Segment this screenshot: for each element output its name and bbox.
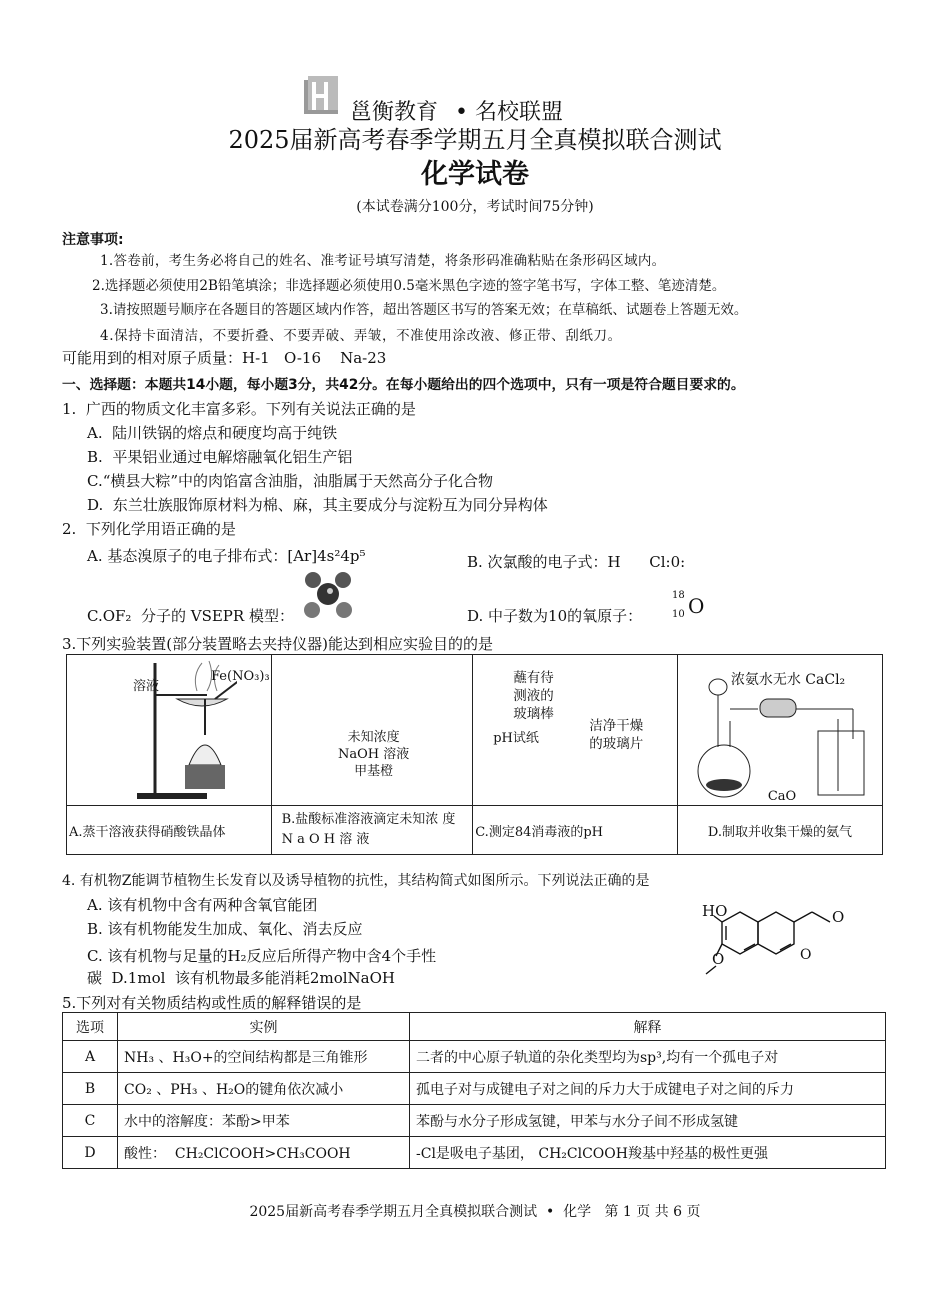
cell-c-label-6: 的玻璃片 [589, 736, 644, 752]
cell-d-label-1: 浓氨水无水 CaCl₂ [730, 672, 846, 688]
notice-heading: 注意事项: [62, 232, 124, 248]
row-c-example: 水中的溶解度：苯酚>甲苯 [118, 1105, 410, 1137]
q3-cell-c [473, 655, 678, 806]
org-line: 邕衡教育 • 名校联盟 [350, 100, 564, 125]
q2-option-a: A. 基态溴原子的电子排布式：[Ar]4s²4p⁵ [87, 547, 366, 565]
q3-caption-a: A.蒸干溶液获得硝酸铁晶体 [67, 806, 272, 855]
atomic-mass-line: 可能用到的相对原子质量：H-1 O-16 Na-23 [62, 349, 387, 367]
q3-caption-c: C.测定84消毒液的pH [473, 806, 678, 855]
header-explanation: 解释 [410, 1013, 886, 1041]
structure-label-o-methoxy: O [712, 950, 725, 968]
notice-item-4: 4.保持卡面清洁，不要折叠、不要弄破、弄皱，不准使用涂改液、修正带、刮纸刀。 [100, 328, 622, 344]
table-row [63, 1073, 886, 1105]
q2-option-c: C.OF₂ 分子的 VSEPR 模型： [87, 607, 294, 625]
q2-option-d: D. 中子数为10的氧原子： [467, 607, 643, 625]
structure-label-o-ring: O [800, 947, 812, 963]
q3-caption-d: D.制取并收集干燥的氨气 [677, 806, 882, 855]
row-b-explanation: 孤电子对与成键电子对之间的斥力大于成键电子对之间的斥力 [410, 1073, 886, 1105]
q3-apparatus-table [66, 654, 883, 855]
notice-item-3: 3.请按照题号顺序在各题目的答题区域内作答，超出答题区书写的答案无效；在草稿纸、试题卷上答题无效。 [100, 302, 748, 318]
table-header-row [63, 1013, 886, 1041]
q3-stem: 3.下列实验装置(部分装置略去夹持仪器)能达到相应实验目的的是 [62, 635, 494, 653]
row-d-explanation: -Cl是吸电子基团， CH₂ClCOOH羧基中羟基的极性更强 [410, 1137, 886, 1169]
q2-option-b: B. 次氯酸的电子式：H Cl:0: [467, 553, 686, 571]
subtitle: (本试卷满分100分，考试时间75分钟) [356, 199, 594, 215]
structure-label-o-carbonyl: O [832, 908, 845, 926]
isotope-mass-number: 18 [672, 590, 685, 601]
q1-option-c: C.“横县大粽”中的肉馅富含油脂，油脂属于天然高分子化合物 [87, 472, 494, 490]
q1-option-a: A. 陆川铁锅的熔点和硬度均高于纯铁 [87, 424, 338, 442]
q3-cell-d [677, 655, 882, 806]
alliance-name: 名校联盟 [475, 100, 564, 125]
notice-item-1: 1.答卷前，考生务必将自己的姓名、准考证号填写清楚，将条形码准确粘贴在条形码区域内。 [100, 253, 666, 269]
cell-c-label-1: 蘸有待 [513, 670, 554, 686]
q1-option-b: B. 平果铝业通过电解熔融氧化铝生产铝 [87, 448, 353, 466]
isotope-atomic-number: 10 [672, 609, 685, 620]
cell-a-label-reagent: Fe(NO₃)₃ [211, 669, 270, 684]
table-row [63, 1137, 886, 1169]
structure-label-ho: HO [702, 902, 728, 920]
q5-stem: 5.下列对有关物质结构或性质的解释错误的是 [62, 994, 362, 1012]
cell-c-label-5: 洁净干燥 [589, 718, 644, 734]
q4-option-a: A. 该有机物中含有两种含氧官能团 [87, 896, 318, 914]
row-d-example: 酸性： CH₂ClCOOH>CH₃COOH [118, 1137, 410, 1169]
table-row [63, 1105, 886, 1137]
cell-b-label-1: 未知浓度 [347, 730, 400, 745]
q5-table [62, 1012, 886, 1169]
header-example: 实例 [118, 1013, 410, 1041]
q4-option-c: C. 该有机物与足量的H₂反应后所得产物中含4个手性 [87, 947, 437, 965]
section-1-heading: 一、选择题：本题共14小题，每小题3分，共42分。在每小题给出的四个选项中，只有一项是符合题目要求的。 [62, 377, 745, 393]
q4-option-b: B. 该有机物能发生加成、氧化、消去反应 [87, 920, 363, 938]
notice-item-2: 2.选择题必须使用2B铅笔填涂；非选择题必须使用0.5毫米黑色字迹的签字笔书写，字体工整、笔迹清楚。 [92, 278, 726, 294]
q4-stem: 4. 有机物Z能调节植物生长发育以及诱导植物的抗性，其结构简式如图所示。下列说法正确的是 [62, 873, 650, 889]
q2-stem: 2. 下列化学用语正确的是 [62, 520, 236, 538]
exam-title: 2025届新高考春季学期五月全真模拟联合测试 [228, 126, 722, 154]
cell-d-label-cao: CaO [767, 789, 797, 804]
row-c-explanation: 苯酚与水分子形成氢键，甲苯与水分子间不形成氢键 [410, 1105, 886, 1137]
q1-stem: 1. 广西的物质文化丰富多彩。下列有关说法正确的是 [62, 400, 416, 418]
q3-cell-b [271, 655, 473, 806]
row-d-option: D [63, 1137, 118, 1169]
row-a-explanation: 二者的中心原子轨道的杂化类型均为sp³,均有一个孤电子对 [410, 1041, 886, 1073]
q3-caption-b: B.盐酸标准溶液滴定未知浓 度 N a O H 溶 液 [271, 806, 473, 855]
header-option: 选项 [63, 1013, 118, 1041]
vsepr-model-image [300, 568, 356, 620]
cell-c-label-2: 测液的 [513, 688, 554, 704]
cell-c-label-3: 玻璃棒 [513, 706, 554, 722]
row-b-option: B [63, 1073, 118, 1105]
row-a-example: NH₃ 、H₃O+的空间结构都是三角锥形 [118, 1041, 410, 1073]
subject-title: 化学试卷 [421, 159, 529, 190]
page-footer: 2025届新高考春季学期五月全真模拟联合测试 • 化学 第 1 页 共 6 页 [249, 1204, 701, 1220]
q4-option-d: 碳 D.1mol 该有机物最多能消耗2molNaOH [87, 969, 395, 987]
cell-a-label-solution: 溶液 [133, 679, 160, 694]
school-logo [298, 72, 346, 118]
q1-option-d: D. 东兰壮族服饰原材料为棉、麻，其主要成分与淀粉互为同分异构体 [87, 496, 548, 514]
table-row [63, 1041, 886, 1073]
row-b-example: CO₂ 、PH₃ 、H₂O的键角依次减小 [118, 1073, 410, 1105]
row-c-option: C [63, 1105, 118, 1137]
cell-b-label-2: NaOH 溶液 [337, 747, 410, 762]
isotope-symbol: O [688, 594, 705, 618]
row-a-option: A [63, 1041, 118, 1073]
cell-b-label-3: 甲基橙 [354, 764, 394, 779]
cell-c-label-4: pH试纸 [493, 731, 539, 746]
q3-cell-a [67, 655, 272, 806]
org-name: 邕衡教育 [350, 100, 439, 125]
